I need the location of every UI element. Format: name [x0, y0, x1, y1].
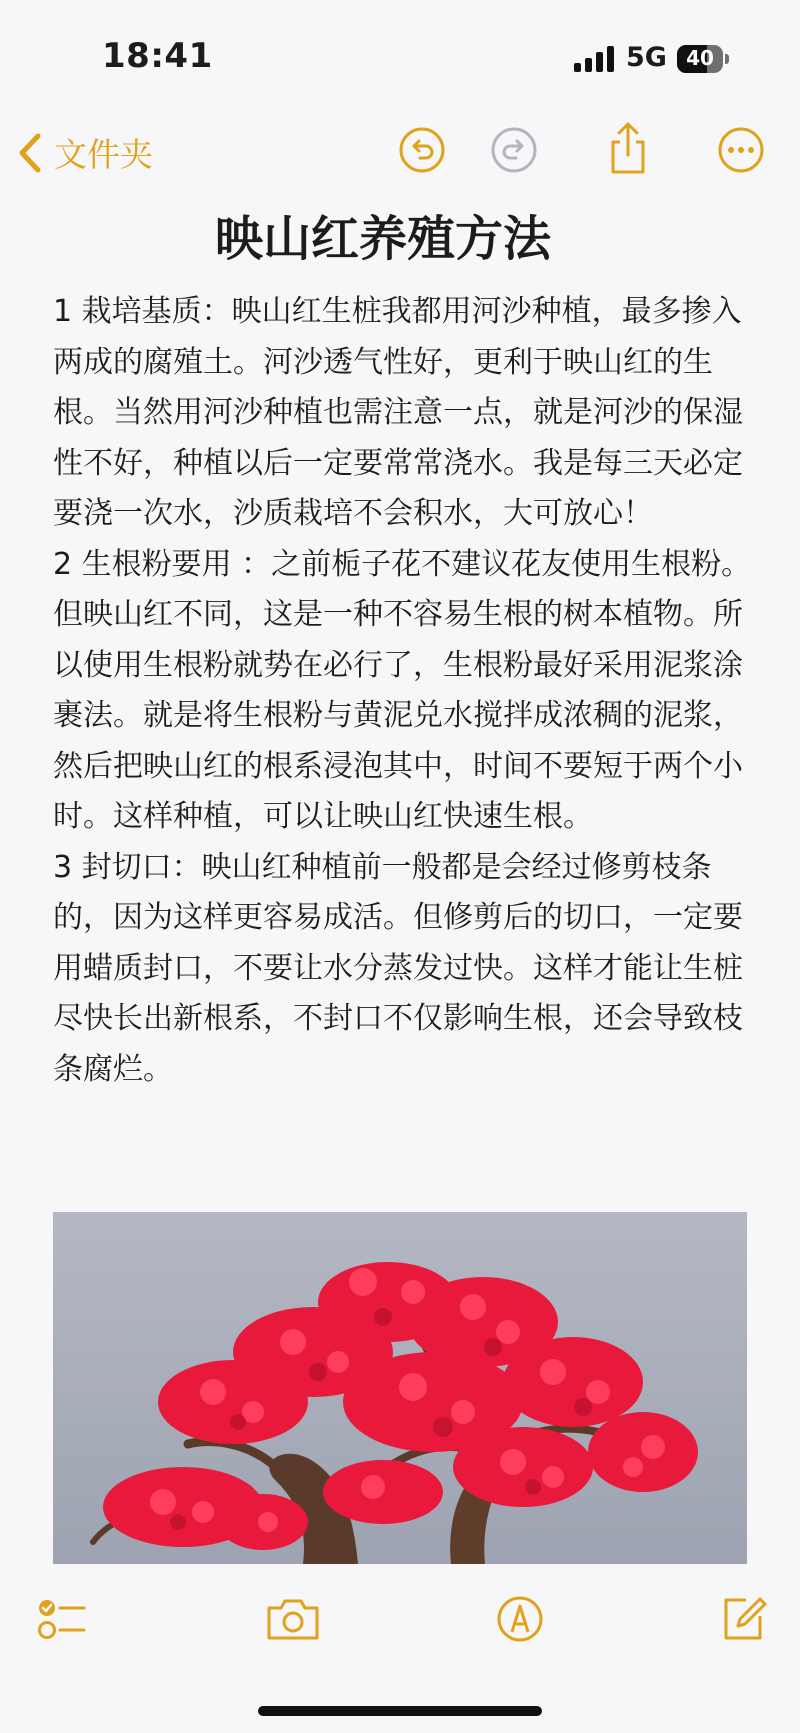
- note-title: 映山红养殖方法: [214, 211, 551, 267]
- checklist-icon[interactable]: [36, 1594, 86, 1644]
- nav-bar: [0, 115, 800, 195]
- note-body: [53, 287, 753, 1095]
- undo-icon[interactable]: [398, 126, 446, 174]
- chevron-left-icon: [18, 133, 42, 173]
- camera-icon[interactable]: [265, 1594, 321, 1644]
- compose-icon[interactable]: [718, 1594, 768, 1644]
- azalea-bonsai-photo[interactable]: [53, 1212, 747, 1564]
- battery-icon: [677, 45, 727, 73]
- home-indicator[interactable]: [258, 1706, 542, 1716]
- cellular-signal-icon: [574, 46, 616, 72]
- back-button[interactable]: [18, 129, 153, 176]
- status-bar: [0, 0, 800, 110]
- paragraph-3: 3 封切口：映山红种植前一般都是会经过修剪枝条的，因为这样更容易成活。但修剪后的切口，一定要用蜡质封口，不要让水分蒸发过快。这样才能让生桩尽快长出新根系，不封口不仅影响生根，还会导致枝条腐烂。: [53, 849, 743, 1087]
- share-icon[interactable]: [604, 120, 652, 176]
- battery-level: 40: [686, 46, 714, 70]
- bottom-toolbar: [0, 1580, 800, 1670]
- back-label: 文件夹: [54, 135, 153, 174]
- redo-icon[interactable]: [490, 126, 538, 174]
- markup-icon[interactable]: [495, 1594, 545, 1644]
- paragraph-1: 1 栽培基质：映山红生桩我都用河沙种植，最多掺入两成的腐殖土。河沙透气性好，更利于映山红的生根。当然用河沙种植也需注意一点，就是河沙的保湿性不好，种植以后一定要常常浇水。我是每三天必定要浇一次水，沙质栽培不会积水，大可放心！: [53, 294, 743, 531]
- note-content[interactable]: [53, 200, 753, 1095]
- paragraph-2: 2 生根粉要用 ：之前栀子花不建议花友使用生根粉。但映山红不同，这是一种不容易生根的树本植物。所以使用生根粉就势在必行了，生根粉最好采用泥浆涂裹法。就是将生根粉与黄泥兑水搅拌成浓稠的泥浆，然后把映山红的根系浸泡其中，时间不要短于两个小时。这样种植，可以让映山红快速生根。: [53, 546, 752, 834]
- more-icon[interactable]: [717, 126, 765, 174]
- network-type: 5G: [626, 42, 667, 73]
- status-time: 18:41: [102, 36, 213, 76]
